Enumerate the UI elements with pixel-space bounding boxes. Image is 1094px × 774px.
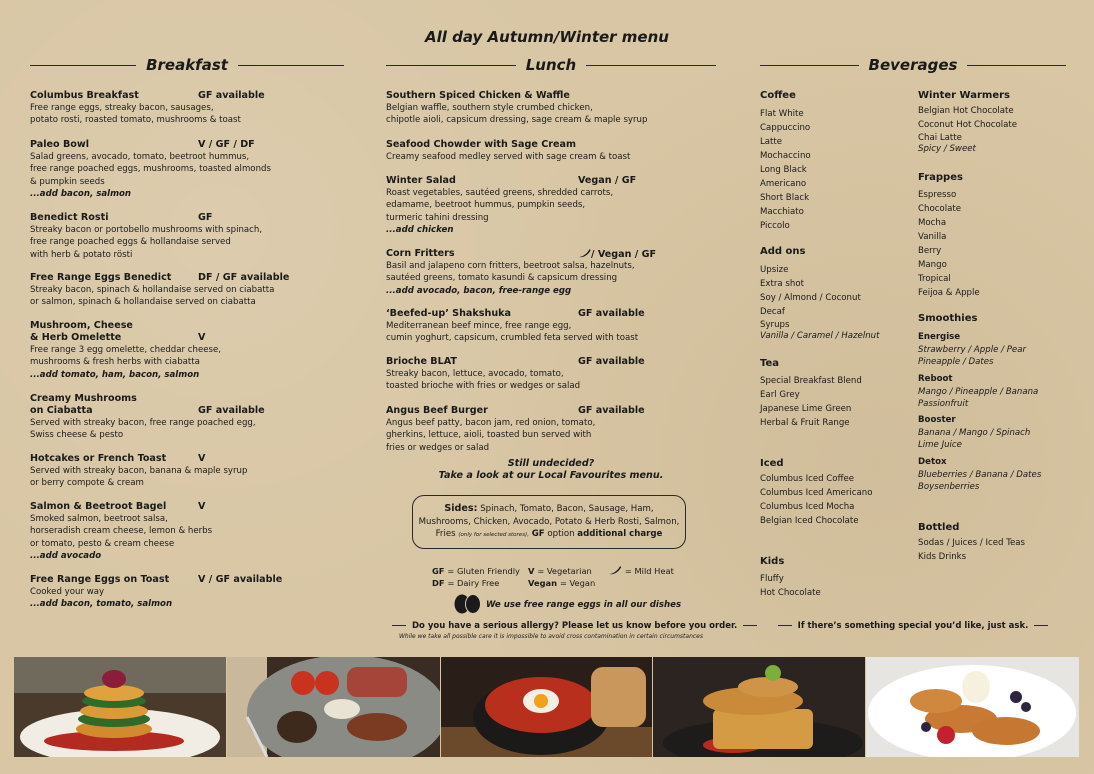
list-item: Piccolo	[760, 221, 790, 231]
smoothie-reboot: Reboot	[918, 374, 953, 384]
hotcakes-photo	[866, 657, 1079, 757]
local-favourites-note	[386, 458, 716, 482]
coffee-list	[760, 107, 811, 233]
item-desc: turmeric tahini dressing	[386, 212, 489, 223]
menu-item-creamy-mushrooms	[30, 393, 350, 442]
list-item: Soy / Almond / Coconut	[760, 293, 861, 303]
item-add-on: ...add tomato, ham, bacon, salmon	[30, 369, 200, 380]
item-desc: mushrooms & fresh herbs with ciabatta	[30, 357, 200, 368]
breakfast-plate-image	[227, 657, 440, 757]
menu-item-benedict-rosti	[30, 212, 350, 261]
winter-warmers-list	[918, 104, 1017, 155]
special-text: If there’s something special you’d like, just ask.	[797, 621, 1029, 631]
breakfast-heading	[30, 54, 344, 76]
smoothie-ingredients: Boysenberries	[918, 481, 980, 492]
smoothie-detox-desc	[918, 470, 1068, 493]
item-tag: GF available	[578, 405, 645, 416]
item-desc: Basil and jalapeno corn fritters, beetroot salsa, hazelnuts,	[386, 261, 635, 271]
menu-item-shakshuka	[386, 308, 716, 345]
list-item: Short Black	[760, 193, 810, 203]
item-tag: V	[198, 501, 206, 512]
menu-item-columbus-breakfast	[30, 90, 350, 127]
smoothie-ingredients: Pineapple / Dates	[918, 356, 994, 367]
list-item: Sodas / Juices / Iced Teas	[918, 538, 1026, 548]
tea-list	[760, 374, 862, 430]
item-tag: GF available	[198, 90, 265, 101]
coffee-heading: Coffee	[760, 90, 796, 101]
legend-vegan	[528, 578, 595, 588]
list-item: Vanilla	[918, 232, 947, 242]
smoothie-reboot-desc	[918, 387, 1068, 410]
smoothie-ingredients: Blueberries / Banana / Dates	[918, 470, 1042, 480]
sides-additional-charge: additional charge	[577, 529, 663, 539]
free-range-eggs-note: We use free range eggs in all our dishes	[486, 600, 682, 610]
list-item: Fluffy	[760, 574, 784, 584]
beverages-heading	[760, 54, 1066, 76]
frappes-heading: Frappes	[918, 172, 963, 183]
item-desc: or tomato, pesto & cream cheese	[30, 538, 175, 549]
item-desc: or salmon, spinach & hollandaise served on ciabatta	[30, 297, 256, 308]
list-item: Feijoa & Apple	[918, 288, 980, 298]
sides-line1: Spinach, Tomato, Bacon, Sausage, Ham,	[480, 504, 654, 514]
corn-fritters-photo	[14, 657, 226, 757]
legend-heat-text: = Mild Heat	[624, 566, 674, 576]
item-name: Free Range Eggs on Toast	[30, 574, 170, 585]
item-tag: Vegan / GF	[578, 175, 637, 186]
menu-item-chicken-waffle	[386, 90, 716, 127]
legend-heat	[608, 565, 674, 576]
allergy-notice	[386, 621, 738, 631]
smoothie-ingredients: Passionfruit	[918, 398, 969, 409]
menu-item-eggs-on-toast	[30, 574, 350, 611]
list-item: Chai Latte	[918, 133, 962, 143]
divider	[778, 625, 792, 626]
menu-item-omelette	[30, 320, 350, 381]
smoothie-booster-desc	[918, 428, 1068, 451]
legend-vegan-text: = Vegan	[559, 578, 596, 588]
smoothie-ingredients: Mango / Pineapple / Banana	[918, 387, 1039, 397]
list-item: Mochaccino	[760, 151, 811, 161]
menu-item-corn-fritters	[386, 248, 716, 297]
smoothie-energise: Energise	[918, 332, 961, 342]
list-item: Tropical	[918, 274, 951, 284]
item-desc: & pumpkin seeds	[30, 176, 105, 187]
list-item: Extra shot	[760, 279, 804, 289]
chicken-waffle-photo	[653, 657, 865, 757]
beverages-heading-text: Beverages	[868, 56, 958, 74]
addons-list	[760, 263, 879, 342]
item-name: Angus Beef Burger	[386, 405, 488, 416]
list-item: Syrups	[760, 320, 790, 330]
sides-option: option	[547, 529, 575, 539]
item-desc: Cooked your way	[30, 587, 105, 597]
allergy-text: Do you have a serious allergy? Please let us know before you order.	[412, 621, 738, 631]
sides-line2: Mushrooms, Chicken, Avocado, Potato & Herb Rosti, Salmon,	[418, 516, 680, 527]
breakfast-plate-photo	[227, 657, 440, 757]
legend-df-key: DF	[432, 578, 445, 588]
divider	[743, 625, 757, 626]
smoothie-ingredients: Banana / Mango / Spinach	[918, 428, 1031, 438]
list-item: Columbus Iced Coffee	[760, 474, 855, 484]
item-desc: chipotle aioli, capsicum dressing, sage cream & maple syrup	[386, 115, 648, 126]
item-tag: V / GF / DF	[198, 139, 255, 150]
list-item: Latte	[760, 137, 783, 147]
list-item: Mango	[918, 260, 947, 270]
item-desc: or berry compote & cream	[30, 478, 144, 489]
item-name: Seafood Chowder with Sage Cream	[386, 139, 576, 150]
list-item: Special Breakfast Blend	[760, 376, 862, 386]
tea-heading: Tea	[760, 358, 780, 369]
lunch-heading-text: Lunch	[525, 56, 577, 74]
list-item: Cappuccino	[760, 123, 811, 133]
corn-fritters-image	[14, 657, 226, 757]
item-name: Brioche BLAT	[386, 356, 457, 367]
menu-item-angus-burger	[386, 405, 716, 454]
legend-df	[432, 578, 499, 588]
item-desc: free range poached eggs & hollandaise served	[30, 237, 231, 248]
item-desc: Smoked salmon, beetroot salsa,	[30, 514, 168, 524]
item-tag: GF available	[578, 356, 645, 367]
eggs-icon	[452, 592, 482, 614]
list-item: Columbus Iced Mocha	[760, 502, 855, 512]
item-desc: toasted brioche with fries or wedges or salad	[386, 381, 581, 392]
list-item: Mocha	[918, 218, 947, 228]
item-add-on: ...add bacon, tomato, salmon	[30, 599, 173, 610]
legend-gf	[432, 566, 520, 576]
list-item: Espresso	[918, 190, 957, 200]
list-item: Macchiato	[760, 207, 804, 217]
item-tag-wrap	[578, 248, 656, 261]
list-item: Decaf	[760, 307, 785, 317]
list-item: Hot Chocolate	[760, 588, 821, 598]
item-desc: Streaky bacon or portobello mushrooms with spinach,	[30, 225, 263, 235]
legend-v-text: = Vegetarian	[537, 566, 592, 576]
list-item: Earl Grey	[760, 390, 800, 400]
smoothie-detox: Detox	[918, 457, 947, 467]
menu-item-winter-salad	[386, 175, 716, 237]
item-desc: sautéed greens, tomato kasundi & capsicum dressing	[386, 273, 618, 284]
iced-heading: Iced	[760, 458, 784, 469]
legend-gf-key: GF	[432, 566, 445, 576]
item-desc: Free range eggs, streaky bacon, sausages,	[30, 103, 214, 113]
chili-icon	[608, 565, 622, 575]
item-tag: GF available	[578, 308, 645, 319]
sides-box	[412, 495, 686, 549]
chili-icon	[578, 248, 591, 258]
menu-item-paleo-bowl	[30, 139, 350, 201]
item-desc: Served with streaky bacon, free range poached egg,	[30, 418, 256, 428]
list-item: Long Black	[760, 165, 807, 175]
item-desc: horseradish cream cheese, lemon & herbs	[30, 526, 213, 537]
syrup-flavours: Vanilla / Caramel / Hazelnut	[760, 331, 880, 341]
item-desc: Creamy seafood medley served with sage cream & toast	[386, 152, 631, 162]
list-item: Coconut Hot Chocolate	[918, 120, 1018, 130]
menu-item-eggs-benedict	[30, 272, 350, 309]
legend-vegan-key: Vegan	[528, 578, 558, 588]
legend-gf-text: = Gluten Friendly	[447, 566, 520, 576]
menu-title: All day Autumn/Winter menu	[425, 28, 669, 46]
shakshuka-photo	[441, 657, 652, 757]
item-add-on: ...add avocado, bacon, free-range egg	[386, 285, 572, 296]
item-desc: Streaky bacon, lettuce, avocado, tomato,	[386, 369, 564, 379]
item-tag: GF	[198, 212, 213, 223]
list-item: Kids Drinks	[918, 552, 967, 562]
item-desc: Roast vegetables, sautéed greens, shredded carrots,	[386, 188, 614, 198]
item-desc: edamame, beetroot hummus, pumpkin seeds,	[386, 200, 586, 211]
smoothie-ingredients: Strawberry / Apple / Pear	[918, 345, 1026, 355]
smoothie-ingredients: Lime Juice	[918, 439, 962, 450]
smoothie-booster: Booster	[918, 415, 956, 425]
sides-fries: Fries	[435, 529, 456, 539]
item-name: Paleo Bowl	[30, 139, 90, 150]
item-name: Creamy Mushrooms	[30, 393, 137, 404]
item-desc: Angus beef patty, bacon jam, red onion, tomato,	[386, 418, 596, 428]
item-desc: with herb & potato rösti	[30, 249, 133, 260]
item-tag: V	[198, 453, 206, 464]
lunch-heading	[386, 54, 716, 76]
kids-list	[760, 572, 821, 600]
shakshuka-image	[441, 657, 652, 757]
legend-v-key: V	[528, 566, 535, 576]
item-desc: gherkins, lettuce, aioli, toasted bun served with	[386, 430, 592, 441]
list-item: Flat White	[760, 109, 804, 119]
menu-item-seafood-chowder	[386, 139, 716, 163]
item-name: Hotcakes or French Toast	[30, 453, 167, 464]
legend-v	[528, 566, 592, 576]
menu-item-brioche-blat	[386, 356, 716, 393]
legend-df-text: = Dairy Free	[447, 578, 500, 588]
item-desc: Streaky bacon, spinach & hollandaise served on ciabatta	[30, 285, 275, 295]
item-desc: fries or wedges or salad	[386, 442, 490, 453]
item-name: Winter Salad	[386, 175, 456, 186]
item-tag: V / GF available	[198, 574, 283, 585]
sides-gf: GF	[531, 529, 545, 539]
menu-item-salmon-bagel	[30, 501, 350, 563]
item-desc: Salad greens, avocado, tomato, beetroot hummus,	[30, 152, 250, 162]
item-add-on: ...add bacon, salmon	[30, 189, 132, 200]
list-item: Belgian Hot Chocolate	[918, 106, 1014, 116]
item-name: Salmon & Beetroot Bagel	[30, 501, 167, 512]
item-tag: GF available	[198, 405, 265, 416]
hotcakes-image	[866, 657, 1079, 757]
item-name: ‘Beefed-up’ Shakshuka	[386, 308, 511, 319]
cross-contamination-disclaimer: While we take all possible care it is impossible to avoid cross contamination in certain circumstances	[398, 633, 703, 640]
menu-item-hotcakes	[30, 453, 350, 490]
item-name: Benedict Rosti	[30, 212, 109, 223]
item-desc: free range poached eggs, mushrooms, toasted almonds	[30, 164, 271, 175]
chai-options: Spicy / Sweet	[918, 144, 976, 154]
smoothies-heading: Smoothies	[918, 313, 978, 324]
list-item: Japanese Lime Green	[760, 404, 852, 414]
frappes-list	[918, 188, 980, 300]
item-add-on: ...add avocado	[30, 551, 102, 562]
item-name: Mushroom, Cheese	[30, 320, 133, 331]
sides-fries-note: (only for selected stores),	[458, 532, 529, 538]
item-tag: V	[198, 332, 206, 343]
item-name-line2: & Herb Omelette	[30, 332, 122, 343]
special-request-note	[760, 621, 1066, 631]
list-item: Americano	[760, 179, 807, 189]
list-item: Columbus Iced Americano	[760, 488, 873, 498]
chicken-waffle-image	[653, 657, 865, 757]
item-desc: Free range 3 egg omelette, cheddar cheese,	[30, 345, 222, 355]
addons-heading: Add ons	[760, 246, 806, 257]
smoothie-energise-desc	[918, 345, 1068, 368]
undecided-line1: Still undecided?	[507, 458, 595, 469]
item-tag: / Vegan / GF	[591, 249, 657, 260]
item-desc: Swiss cheese & pesto	[30, 430, 124, 441]
divider	[392, 625, 406, 626]
breakfast-heading-text: Breakfast	[146, 56, 228, 74]
list-item: Berry	[918, 246, 942, 256]
winter-warmers-heading: Winter Warmers	[918, 90, 1010, 101]
bottled-heading: Bottled	[918, 522, 960, 533]
item-desc: Served with streaky bacon, banana & maple syrup	[30, 466, 248, 476]
list-item: Belgian Iced Chocolate	[760, 516, 859, 526]
undecided-line2: Take a look at our Local Favourites menu.	[438, 470, 664, 481]
item-desc: Mediterranean beef mince, free range egg,	[386, 321, 572, 331]
item-name: Free Range Eggs Benedict	[30, 272, 172, 283]
item-desc: cumin yoghurt, capsicum, crumbled feta served with toast	[386, 333, 639, 344]
item-name-line2: on Ciabatta	[30, 405, 93, 416]
sides-label: Sides:	[444, 503, 478, 514]
bottled-list	[918, 536, 1025, 564]
divider	[1034, 625, 1048, 626]
item-desc: potato rosti, roasted tomato, mushrooms & toast	[30, 115, 241, 126]
iced-list	[760, 472, 872, 528]
item-tag: DF / GF available	[198, 272, 290, 283]
list-item: Upsize	[760, 265, 789, 275]
item-name: Southern Spiced Chicken & Waffle	[386, 90, 570, 101]
list-item: Herbal & Fruit Range	[760, 418, 850, 428]
item-add-on: ...add chicken	[386, 225, 454, 236]
item-name: Columbus Breakfast	[30, 90, 139, 101]
item-desc: Belgian waffle, southern style crumbed chicken,	[386, 103, 593, 113]
item-name: Corn Fritters	[386, 248, 455, 259]
list-item: Chocolate	[918, 204, 961, 214]
kids-heading: Kids	[760, 556, 785, 567]
